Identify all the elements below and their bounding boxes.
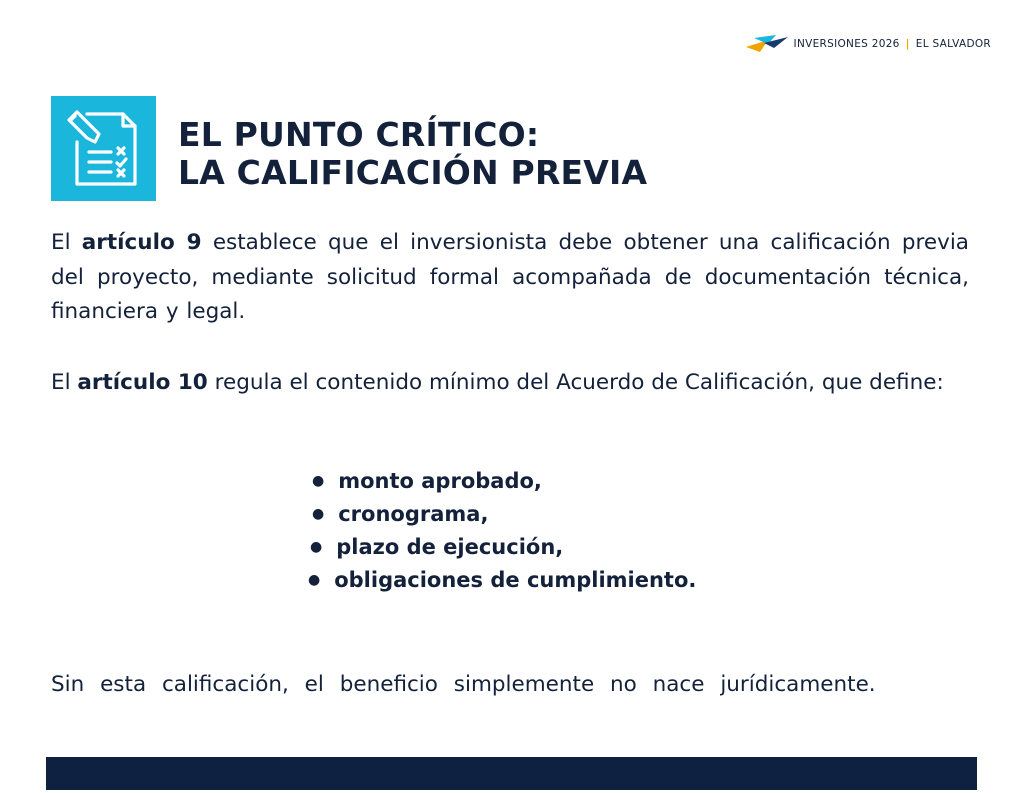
title-line-2: LA CALIFICACIÓN PREVIA — [178, 153, 648, 192]
header-brand: INVERSIONES 2026 — [793, 38, 900, 50]
closing-statement: Sin esta calificación, el beneficio simplemente no nace jurídicamente. — [51, 672, 876, 697]
list-item — [312, 497, 696, 530]
bullet-dot: ● — [312, 472, 325, 489]
p2-rest: regula el contenido mínimo del Acuerdo de Calificación, que define: — [207, 370, 944, 395]
bullet-dot: ● — [312, 505, 325, 522]
header-country: EL SALVADOR — [915, 38, 991, 50]
list-item-text: plazo de ejecución, — [336, 534, 564, 559]
header — [746, 34, 991, 54]
list-item-text: monto aprobado, — [338, 468, 542, 493]
list-item — [312, 464, 696, 497]
bird-logo-icon — [746, 34, 788, 54]
header-separator: | — [905, 38, 910, 50]
bullet-list — [308, 464, 697, 596]
p1-rest: establece que el inversionista debe obtener una calificación previa del proyecto, mediante solicitud formal acompañada de documentación técnica, financiera y legal. — [51, 230, 969, 324]
bullet-dot: ● — [308, 571, 321, 588]
p1-prefix: El — [51, 230, 82, 255]
title-line-1: EL PUNTO CRÍTICO: — [178, 115, 540, 154]
list-item-text: obligaciones de cumplimiento. — [334, 567, 697, 592]
p2-prefix: El — [51, 370, 78, 395]
list-item — [310, 530, 696, 563]
list-item — [308, 563, 696, 596]
list-item-text: cronograma, — [338, 501, 489, 526]
p1-bold: artículo 9 — [81, 230, 202, 255]
page-title — [178, 116, 647, 192]
footer-bar — [46, 757, 977, 790]
bullet-dot: ● — [310, 538, 323, 555]
paragraph-articulo-9 — [51, 226, 969, 330]
p2-bold: artículo 10 — [77, 370, 208, 395]
document-checklist-icon — [51, 96, 156, 201]
paragraph-articulo-10 — [51, 366, 969, 401]
